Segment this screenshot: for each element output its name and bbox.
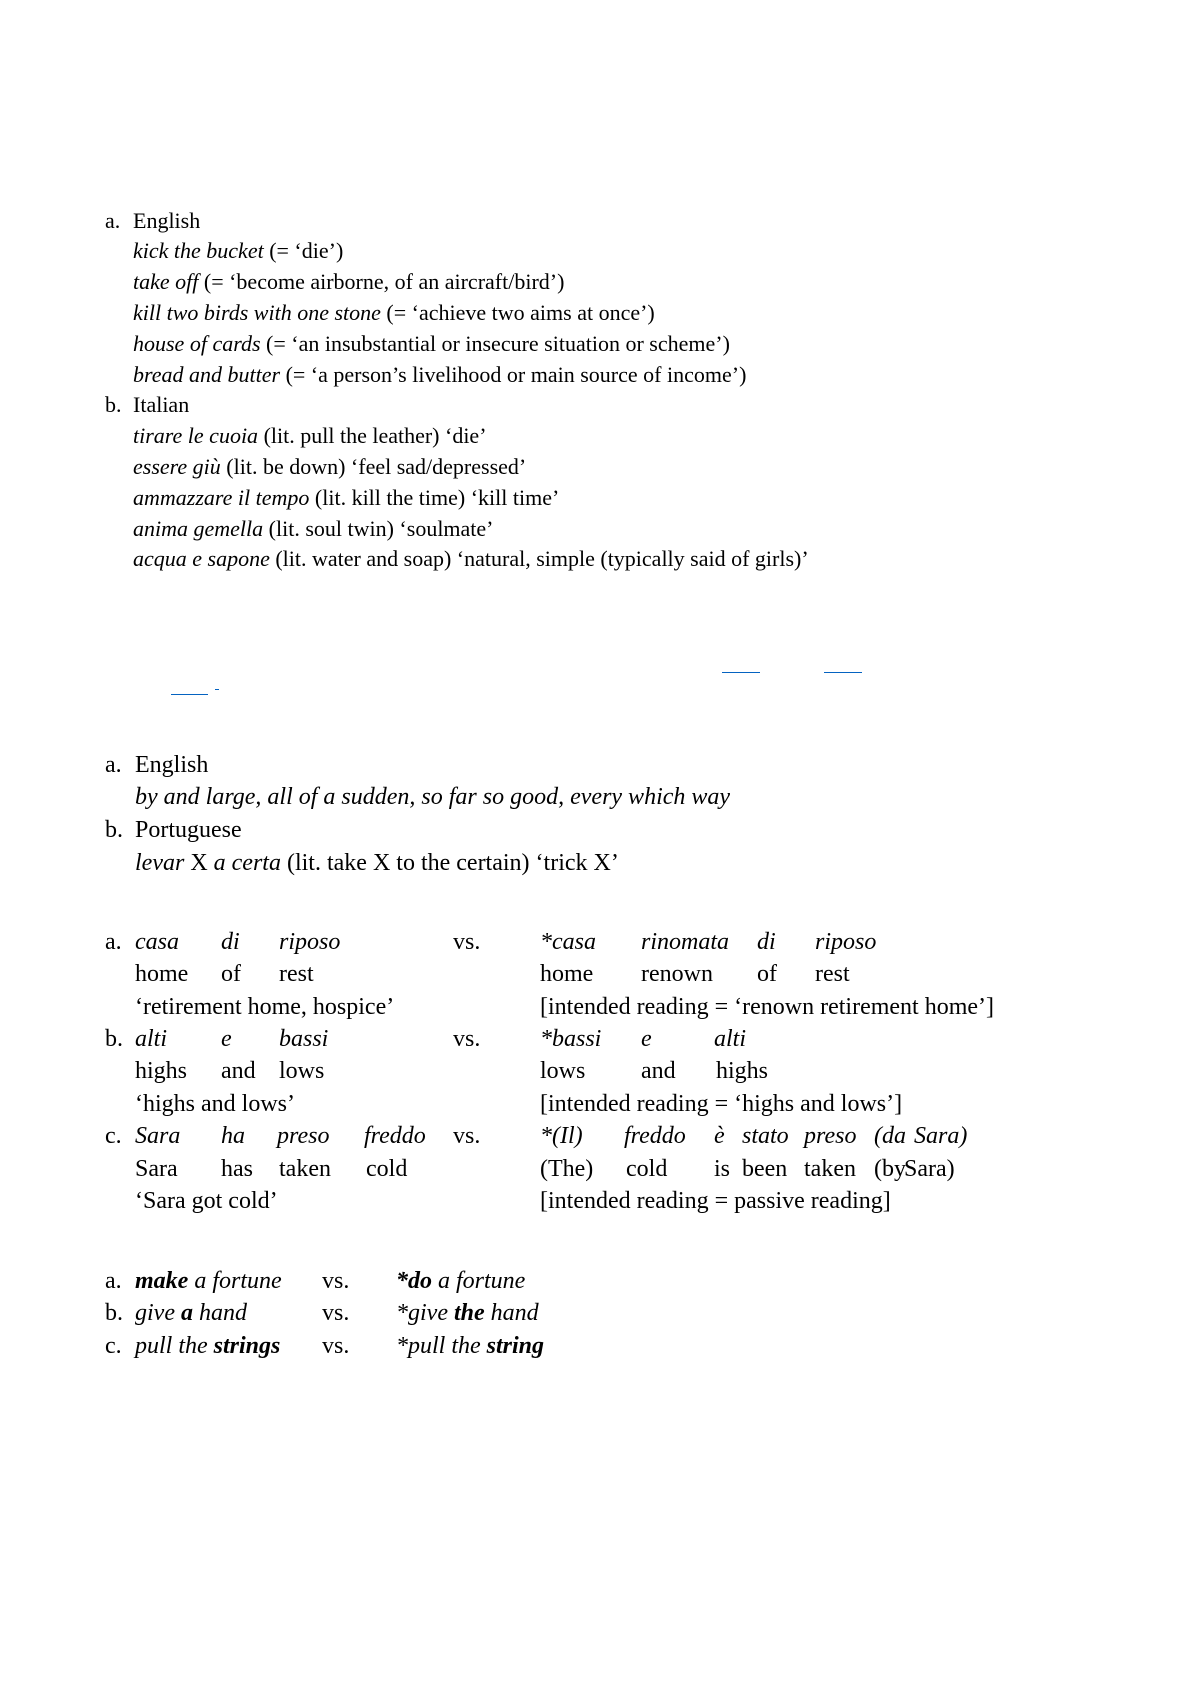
phrase-word: a fortune <box>438 1267 526 1294</box>
contrast-row <box>0 1330 1192 1363</box>
phrase-word: hand <box>490 1300 539 1327</box>
gloss-word: and <box>641 1058 676 1085</box>
item-label: c. <box>105 1332 122 1359</box>
object-word: alti <box>135 1025 168 1052</box>
contrast-row-words <box>0 926 1192 958</box>
example-2 <box>105 749 730 880</box>
grammatical-phrase <box>135 1330 280 1363</box>
vs-label: vs. <box>322 1332 350 1359</box>
gloss-word: highs <box>716 1058 769 1085</box>
idiom-gloss: (= ‘achieve two aims at once’) <box>386 299 655 325</box>
item-label: a. <box>105 928 122 955</box>
language-heading: Italian <box>133 392 190 418</box>
emphasized-word: make <box>135 1267 189 1294</box>
ungrammatical-phrase <box>396 1330 544 1363</box>
intended-reading-note: [intended reading = ‘renown retirement home’] <box>540 993 995 1020</box>
idiom-expression: acqua e sapone <box>133 546 270 572</box>
gloss-word: home <box>540 961 594 988</box>
contrast-row-words <box>0 1023 1192 1055</box>
contrast-row-words <box>0 1120 1192 1152</box>
ungrammatical-word: *(Il) <box>540 1123 583 1150</box>
variable-slot: X <box>190 849 208 876</box>
subexample-heading <box>105 814 730 847</box>
link-underline[interactable] <box>171 694 208 695</box>
gloss-word: has <box>221 1155 253 1182</box>
object-word: Sara <box>135 1123 181 1150</box>
expression-line <box>105 781 730 814</box>
contrast-row-gloss <box>0 1055 1192 1087</box>
gloss-word: cold <box>366 1155 408 1182</box>
gloss-word: Sara) <box>904 1155 955 1182</box>
gloss-word: (by <box>874 1155 906 1182</box>
phrase-word: *pull the <box>396 1332 481 1359</box>
gloss-word: and <box>221 1058 256 1085</box>
idiom-expression: take off <box>133 269 199 295</box>
gloss-word: been <box>742 1155 788 1182</box>
contrast-row-gloss <box>0 958 1192 990</box>
idiom-expression: essere giù <box>133 453 221 479</box>
example-1 <box>105 206 809 576</box>
item-label: a. <box>105 751 122 778</box>
item-label: b. <box>105 1300 123 1327</box>
idiom-line <box>105 514 809 545</box>
gloss-word: rest <box>815 961 850 988</box>
phrase-word: a fortune <box>194 1267 282 1294</box>
subexample-heading <box>105 749 730 782</box>
contrast-row-translation <box>0 1088 1192 1120</box>
object-word: di <box>221 928 240 955</box>
item-label: c. <box>105 1123 122 1150</box>
example-4 <box>0 1265 1192 1363</box>
example-3 <box>0 926 1192 1218</box>
idiom-expression: tirare le cuoia <box>133 423 259 449</box>
gloss-word: rest <box>279 961 314 988</box>
ungrammatical-word: freddo <box>624 1123 686 1150</box>
translation: ‘Sara got cold’ <box>135 1187 278 1214</box>
idiom-gloss: (= ‘an insubstantial or insecure situation or scheme’) <box>266 330 730 356</box>
emphasized-word: the <box>453 1300 485 1327</box>
intended-reading-note: [intended reading = passive reading] <box>540 1187 891 1214</box>
ungrammatical-word: di <box>757 928 776 955</box>
ungrammatical-word: rinomata <box>641 928 730 955</box>
object-word: preso <box>277 1123 330 1150</box>
ungrammatical-word: e <box>641 1025 652 1052</box>
idiom-gloss: (lit. water and soap) ‘natural, simple (typically said of girls)’ <box>275 546 809 572</box>
subexample-heading <box>105 206 809 237</box>
gloss-word: highs <box>135 1058 188 1085</box>
link-underline[interactable] <box>824 672 862 673</box>
idiom-gloss: (lit. pull the leather) ‘die’ <box>263 423 487 449</box>
idiom-expression: by and large, all of a sudden, so far so good, every which way <box>135 784 731 811</box>
grammatical-phrase <box>135 1297 247 1330</box>
object-word: ha <box>221 1123 245 1150</box>
gloss-word: home <box>135 961 189 988</box>
idiom-expression: kick the bucket <box>133 238 264 264</box>
idiom-line <box>105 421 809 452</box>
phrase-word: *give <box>396 1300 448 1327</box>
item-label: b. <box>105 392 122 418</box>
idiom-gloss: (lit. soul twin) ‘soulmate’ <box>268 515 494 541</box>
phrase-word: hand <box>198 1300 247 1327</box>
item-label: a. <box>105 207 121 233</box>
ungrammatical-word: (da <box>874 1123 906 1150</box>
phrase-word: pull the <box>135 1332 208 1359</box>
idiom-expression: a certa <box>213 849 281 876</box>
object-word: bassi <box>279 1025 329 1052</box>
object-word: freddo <box>364 1123 426 1150</box>
ungrammatical-word: alti <box>714 1025 747 1052</box>
object-word: riposo <box>279 928 341 955</box>
item-label: b. <box>105 1025 123 1052</box>
ungrammatical-phrase <box>396 1297 539 1330</box>
idiom-line <box>105 483 809 514</box>
language-heading: English <box>135 751 209 778</box>
emphasized-word: a <box>180 1300 193 1327</box>
translation: ‘highs and lows’ <box>135 1090 295 1117</box>
intended-reading-note: [intended reading = ‘highs and lows’] <box>540 1090 903 1117</box>
ungrammatical-word: preso <box>804 1123 857 1150</box>
translation: ‘retirement home, hospice’ <box>135 993 395 1020</box>
ungrammatical-phrase <box>396 1265 525 1298</box>
gloss-word: (The) <box>540 1155 594 1182</box>
contrast-row <box>0 1297 1192 1330</box>
language-heading: Portuguese <box>135 817 242 843</box>
gloss-word: renown <box>641 961 713 988</box>
vs-label: vs. <box>453 928 481 955</box>
idiom-line <box>105 267 809 298</box>
gloss-word: Sara <box>135 1155 178 1182</box>
contrast-row-gloss <box>0 1153 1192 1185</box>
ungrammatical-word: è <box>714 1123 725 1150</box>
gloss-word: of <box>757 961 777 988</box>
gloss-word: cold <box>626 1155 668 1182</box>
idiom-line <box>105 544 809 575</box>
gloss-word: taken <box>804 1155 856 1182</box>
gloss-word: is <box>714 1155 731 1182</box>
item-label: a. <box>105 1267 122 1294</box>
idiom-gloss: (= ‘die’) <box>269 238 344 264</box>
object-word: casa <box>135 928 179 955</box>
idiom-gloss: (lit. take X to the certain) ‘trick X’ <box>286 849 619 876</box>
idiom-expression: levar <box>135 849 185 876</box>
idiom-line <box>105 236 809 267</box>
idiom-line <box>105 298 809 329</box>
language-heading: English <box>133 207 201 233</box>
idiom-gloss: (lit. be down) ‘feel sad/depressed’ <box>226 453 527 479</box>
emphasized-word: strings <box>213 1332 281 1359</box>
grammatical-phrase <box>135 1265 282 1298</box>
contrast-row-translation <box>0 1185 1192 1217</box>
emphasized-word: string <box>486 1332 545 1359</box>
idiom-expression: ammazzare il tempo <box>133 484 310 510</box>
idiom-line <box>105 329 809 360</box>
vs-label: vs. <box>322 1300 350 1327</box>
vs-label: vs. <box>453 1123 481 1150</box>
item-label: b. <box>105 817 123 843</box>
ungrammatical-word: *bassi <box>540 1025 602 1052</box>
idiom-expression: kill two birds with one stone <box>133 299 381 325</box>
contrast-row-translation <box>0 991 1192 1023</box>
vs-label: vs. <box>453 1025 481 1052</box>
gloss-word: lows <box>279 1058 325 1085</box>
phrase-word: give <box>135 1300 175 1327</box>
object-word: e <box>221 1025 232 1052</box>
emphasized-word: *do <box>396 1267 432 1294</box>
idiom-expression: house of cards <box>133 330 261 356</box>
gloss-word: taken <box>279 1155 331 1182</box>
expression-line <box>105 847 730 880</box>
idiom-gloss: (= ‘become airborne, of an aircraft/bird’) <box>203 269 565 295</box>
idiom-gloss: (lit. kill the time) ‘kill time’ <box>314 484 560 510</box>
idiom-line <box>105 452 809 483</box>
idiom-gloss: (= ‘a person’s livelihood or main source of income’) <box>285 361 747 387</box>
link-underline[interactable] <box>722 672 760 673</box>
gloss-word: lows <box>540 1058 586 1085</box>
vs-label: vs. <box>322 1267 350 1294</box>
ungrammatical-word: *casa <box>540 928 596 955</box>
ungrammatical-word: Sara) <box>914 1123 968 1150</box>
idiom-expression: anima gemella <box>133 515 264 541</box>
gloss-word: of <box>221 961 241 988</box>
contrast-row <box>0 1265 1192 1298</box>
subexample-heading <box>105 390 809 421</box>
ungrammatical-word: riposo <box>815 928 877 955</box>
ungrammatical-word: stato <box>742 1123 789 1150</box>
idiom-line <box>105 360 809 391</box>
idiom-expression: bread and butter <box>133 361 281 387</box>
link-underline[interactable] <box>215 689 219 690</box>
